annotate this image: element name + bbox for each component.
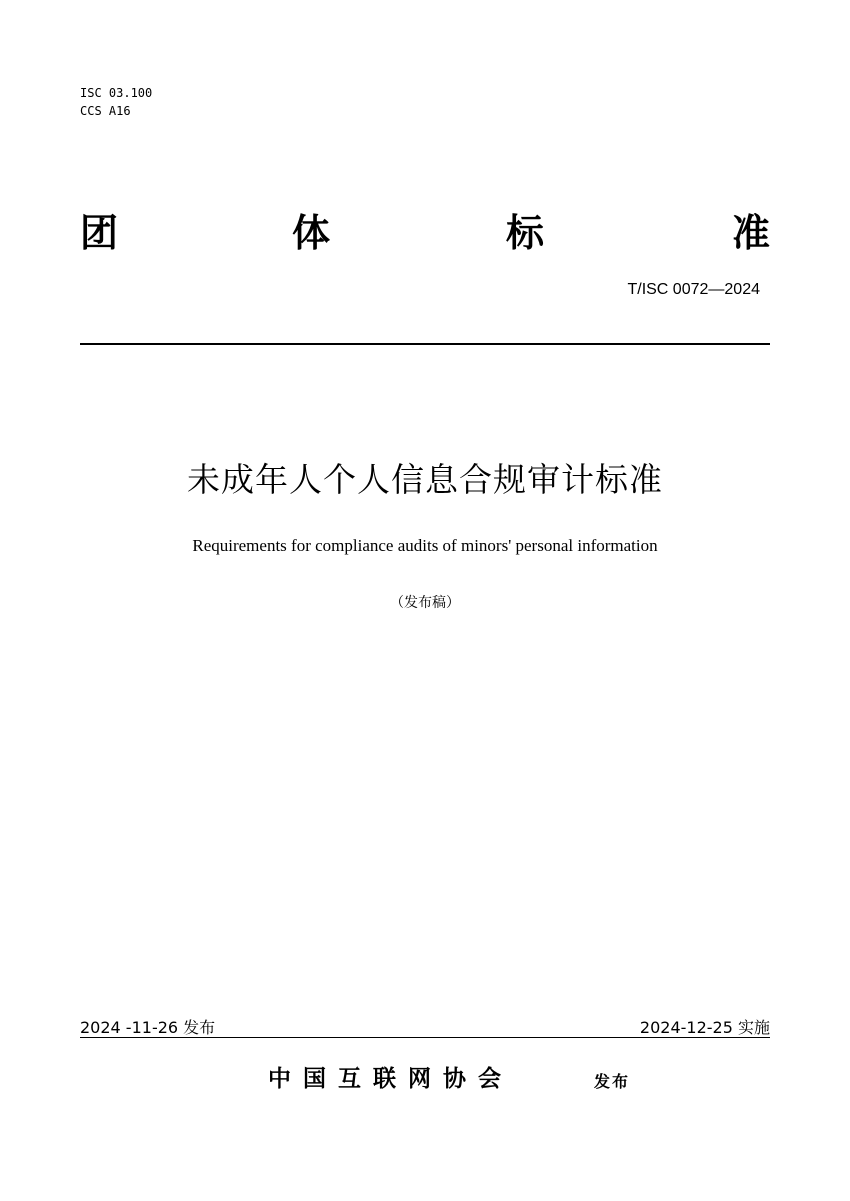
standard-type-char: 团 [80,211,119,255]
effective-date: 2024-12-25 实施 [639,1018,770,1037]
standard-type-char: 体 [292,211,331,255]
ics-code: ISC 03.100 [80,86,153,100]
document-title-english: Requirements for compliance audits of minors' personal information [192,536,658,555]
document-status: （发布稿） [390,595,460,611]
standard-type-heading [80,208,770,264]
ccs-code: CCS A16 [80,104,131,118]
publish-label: 发布 [594,1072,631,1091]
publish-date: 2024 -11-26 发布 [80,1018,216,1037]
classification-codes [80,84,152,120]
publisher-name: 中国互联网协会 [268,1065,513,1092]
standard-type-char: 标 [506,211,545,255]
standard-type-char: 准 [731,211,770,255]
top-divider [80,343,770,345]
document-title: 未成年人个人信息合规审计标准 [187,460,663,499]
standard-number: T/ISC 0072—2024 [627,281,760,298]
bottom-divider [80,1037,770,1038]
